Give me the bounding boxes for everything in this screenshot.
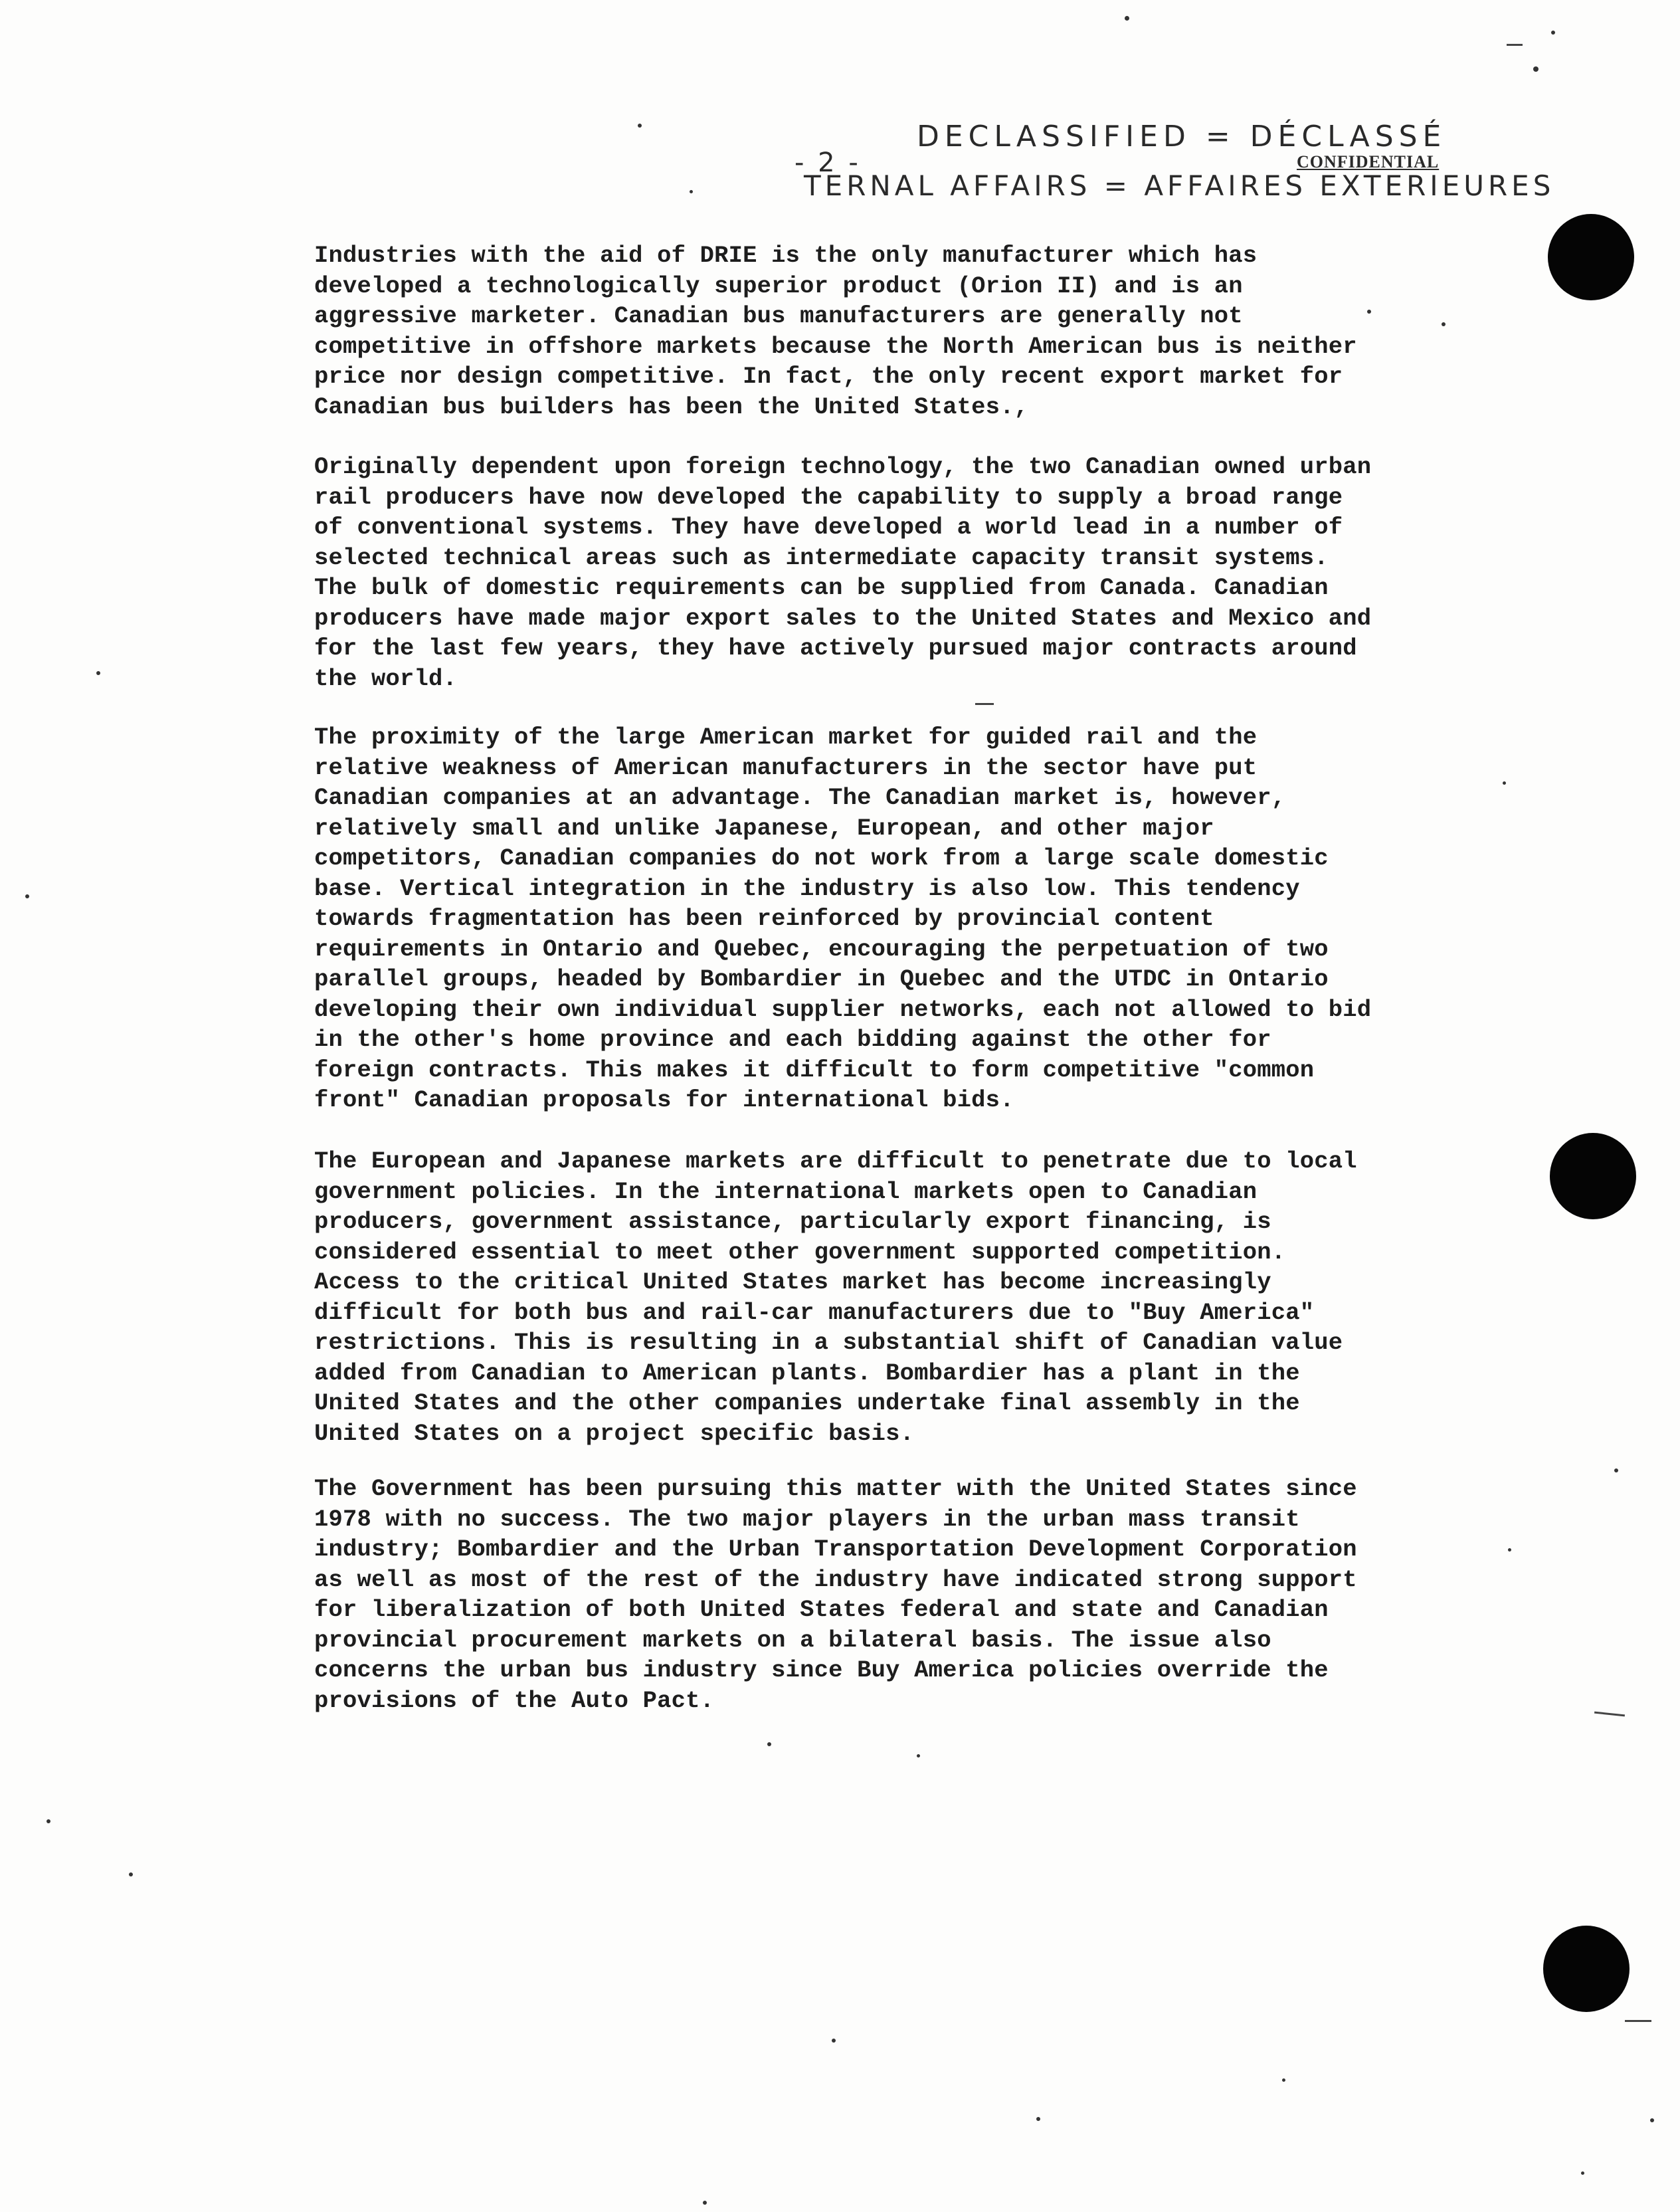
scan-speck [917,1754,920,1758]
scan-speck [1442,322,1446,326]
scan-speck [96,671,100,675]
scan-mark [975,703,994,705]
confidential-marking: CONFIDENTIAL [1297,152,1440,171]
scan-speck [25,894,29,898]
scan-speck [1533,66,1539,72]
scan-speck [1614,1468,1618,1472]
scan-speck [1551,31,1555,35]
scan-speck [703,2201,707,2205]
binder-hole-top [1548,214,1634,300]
declassified-stamp: DECLASSIFIED = DÉCLASSÉ [917,120,1447,153]
scan-speck [1125,16,1129,21]
page-number: - 2 - [794,148,861,178]
scan-mark [1507,44,1523,46]
scan-speck [129,1872,133,1876]
scan-mark [1625,2020,1651,2022]
scan-speck [1282,2078,1285,2082]
department-stamp: TERNAL AFFAIRS = AFFAIRES EXTERIEURES [804,169,1555,202]
scan-speck [690,190,693,193]
scan-speck [1503,781,1506,785]
paragraph-urban-rail-producers: Originally dependent upon foreign technology, the two Canadian owned urban rail producers have now developed the capability to supply a broad range of conventional systems. They have developed a world lead in a number of selected technical areas such as intermediate capacity transit systems. The bulk of domestic requirements can be supplied from Canada. Canadian producers have made major export sales to the United States and Mexico and for the last few years, they have actively pursued major contracts around the world. [314,453,1372,692]
binder-hole-middle [1550,1133,1636,1219]
scan-speck [638,124,642,128]
scan-speck [1650,2118,1654,2122]
paragraph-government-policy: The Government has been pursuing this matter with the United States since 1978 with no success. The two major players in the urban mass transit industry; Bombardier and the Urban Transportation Development Corporation as well as most of the rest of the industry have indicated strong support for liberalization of both United States federal and state and Canadian provincial procurement markets on a bilateral basis. The issue also concerns the urban bus industry since Buy America policies override the provisions of the Auto Pact. [314,1475,1357,1714]
paragraph-bus-industry: Industries with the aid of DRIE is the only manufacturer which has developed a technologically superior product (Orion II) and is an aggressive marketer. Canadian bus manufacturers are generally not competitive in offshore markets because the North American bus is neither price nor design competitive. In fact, the only recent export market for Canadian bus builders has been the United States., [314,242,1357,421]
paragraph-american-market: The proximity of the large American market for guided rail and the relative weakness of American manufacturers in the sector have put Canadian companies at an advantage. The Canadian market is, however, relatively small and unlike Japanese, European, and other major competitors, Canadian companies do not work from a large scale domestic base. Vertical integration in the industry is also low. This tendency towards fragmentation has been reinforced by provincial content requirements in Ontario and Quebec, encouraging the perpetuation of two parallel groups, headed by Bombardier in Quebec and the UTDC in Ontario developing their own individual supplier networks, each not allowed to bid in the other's home province and each bidding against the other for foreign contracts. This makes it difficult to form competitive "common front" Canadian proposals for international bids. [314,724,1372,1114]
scan-mark [1594,1712,1625,1717]
scan-speck [1581,2171,1584,2175]
scan-speck [1036,2117,1040,2121]
scan-speck [1508,1548,1511,1552]
paragraph-european-japanese-markets: The European and Japanese markets are difficult to penetrate due to local government policies. In the international markets open to Canadian producers, government assistance, particularly export financing, is considered essential to meet other government supported competition. Access to the critical United States market has become increasingly difficult for both bus and rail-car manufacturers due to "Buy America" restrictions. This is resulting in a substantial shift of Canadian value added from Canadian to American plants. Bombardier has a plant in the United States and the other companies undertake final assembly in the United States on a project specific basis. [314,1148,1357,1447]
scan-speck [767,1742,771,1746]
scan-speck [832,2039,836,2043]
scan-speck [1367,310,1371,314]
binder-hole-bottom [1543,1926,1630,2012]
scan-speck [47,1819,50,1823]
